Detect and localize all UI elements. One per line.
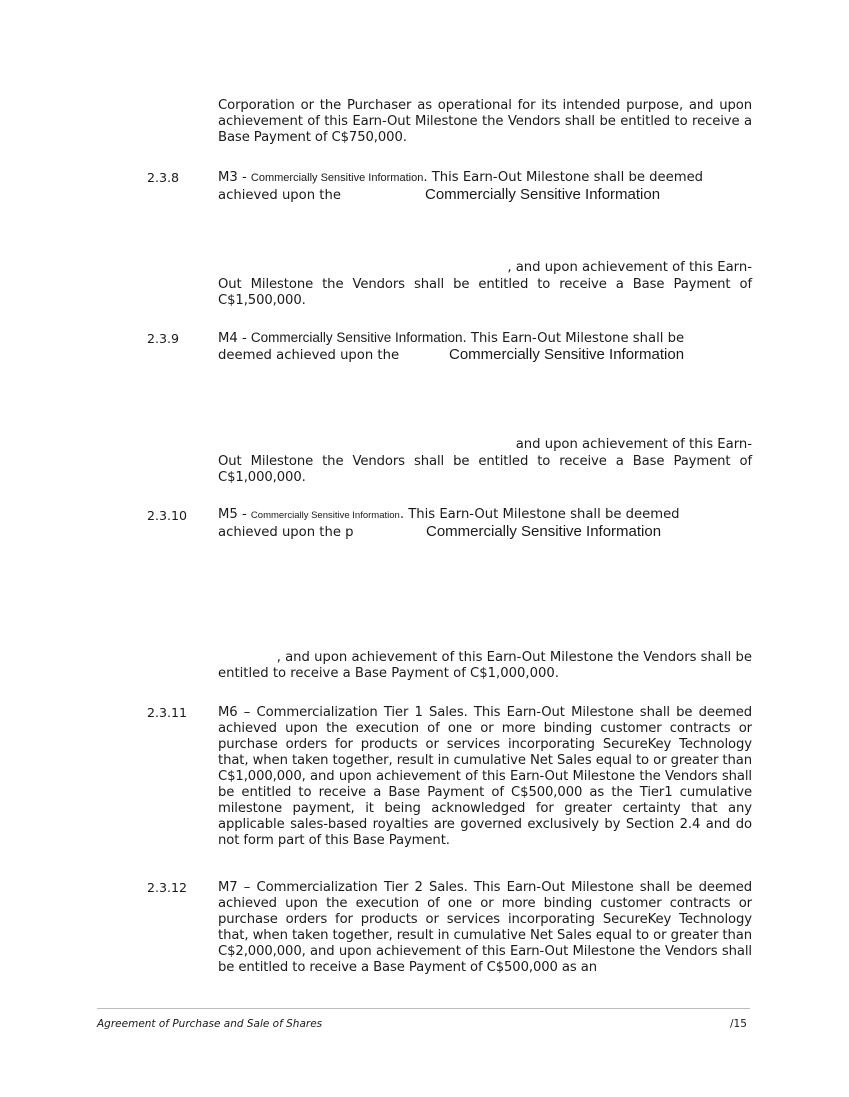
section-number: 2.3.11 [147,705,188,720]
m4-tail-rest: Out Milestone the Vendors shall be entitled to receive a Base Payment of C$1,000,000. [218,454,752,485]
intro-text-a: Corporation [218,98,295,113]
m4-heading-line [218,330,684,347]
m3-prefix: M3 - [218,170,251,185]
footer-title: Agreement of Purchase and Sale of Shares [97,1018,323,1030]
m3-csi-body: Commercially Sensitive Information [425,186,661,203]
m3-heading-line [218,170,752,186]
section-number: 2.3.8 [147,170,180,185]
m4-csi-body: Commercially Sensitive Information [449,346,685,363]
m3-lead: . This Earn-Out Milestone shall be deemed [423,170,704,185]
section-number: 2.3.9 [147,331,180,346]
m4-tail-line: and upon achievement of this Earn- [515,437,752,452]
m5-lead: . This Earn-Out Milestone shall be deemed [399,507,680,522]
m5-tail-rest: entitled to receive a Base Payment of C$1,000,000. [218,666,559,681]
m5-prefix: M5 - [218,507,251,522]
m5-heading-line [218,507,680,524]
m3-tail-rest: Out Milestone the Vendors shall be entitled to receive a Base Payment of C$1,500,000. [218,277,752,308]
m4-lead: . This Earn-Out Milestone shall be [462,331,685,346]
m4-csi-heading: Commercially Sensitive Information [250,330,463,345]
m7-paragraph: M7 – Commercialization Tier 2 Sales. This Earn-Out Milestone shall be deemed achieved upon the execution of one or more binding customer contracts or purchase orders for products or services incorporating SecureKey Technology that, when taken together, result in cumulative Net Sales equal to or greater than C$2,000,000, and upon achievement of this Earn-Out Milestone the Vendors shall be entitled to receive a Base Payment of C$500,000 as an [218,880,752,975]
m5-csi-heading: Commercially Sensitive Information [250,510,400,521]
intro-text-b: or the Purchaser as operational for its intended purpose, and upon achievement of this Earn-Out Milestone the Vendors shall be entitled to receive a Base Payment of C$750,000. [218,98,752,145]
intro-paragraph [218,98,752,146]
m6-paragraph: M6 – Commercialization Tier 1 Sales. This Earn-Out Milestone shall be deemed achieved upon the execution of one or more binding customer contracts or purchase orders for products or services incorporating SecureKey Technology that, when taken together, result in cumulative Net Sales equal to or greater than C$1,000,000, and upon achievement of this Earn-Out Milestone the Vendors shall be entitled to receive a Base Payment of C$500,000 as the Tier1 cumulative milestone payment, it being acknowledged for greater certainty that any applicable sales-based royalties are governed exclusively by Section 2.4 and do not form part of this Base Payment. [218,705,752,848]
m4-line2: deemed achieved upon the [218,348,400,363]
m5-line2: achieved upon the p [218,525,354,540]
m4-prefix: M4 - [218,331,251,346]
m5-csi-body: Commercially Sensitive Information [426,523,662,540]
m3-tail-line: , and upon achievement of this Earn- [507,260,752,275]
section-number: 2.3.12 [147,880,188,895]
m3-line2: achieved upon the [218,188,341,203]
section-number: 2.3.10 [147,508,188,523]
m5-tail-line: , and upon achievement of this Earn-Out Milestone the Vendors shall be [276,650,752,665]
m3-csi-heading: Commercially Sensitive Information [250,172,424,184]
page-number: /15 [730,1018,747,1030]
footer-divider [97,1008,750,1009]
